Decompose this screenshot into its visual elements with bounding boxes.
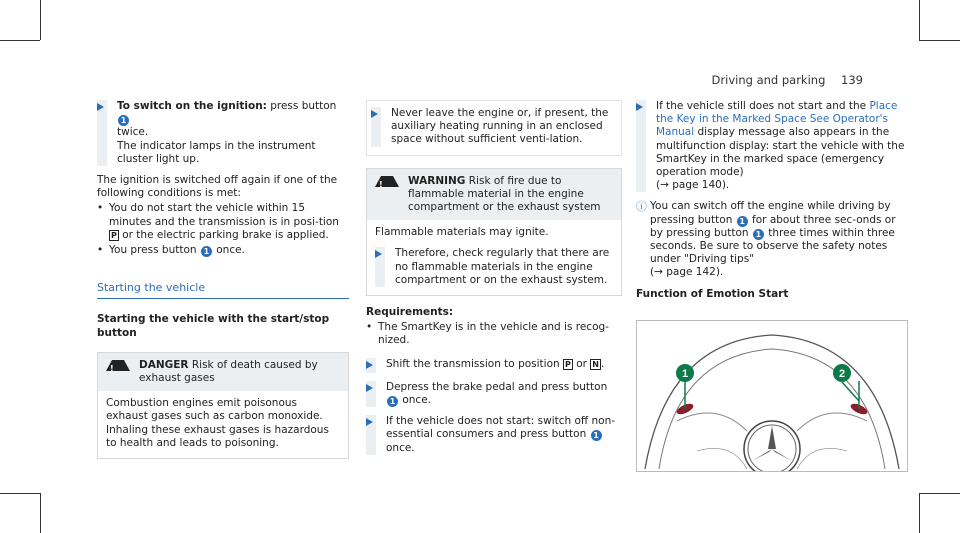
arrow-right-icon (366, 384, 373, 392)
danger-box-continued (366, 100, 622, 156)
step-text: Therefore, check regularly that there are no flammable materials in the engine compartment or on the exhaust system. (395, 247, 610, 286)
danger-label: DANGER (139, 358, 189, 371)
info-icon: ⓘ (636, 200, 647, 214)
list-text: once. (212, 244, 245, 257)
arrow-right-icon (371, 110, 378, 118)
callout-1-label: 1 (681, 368, 689, 380)
step-if-not-start (366, 415, 622, 455)
crop-mark (919, 493, 920, 533)
requirements-title: Requirements: (366, 306, 454, 319)
info-text: You can switch off the engine while driving by pressing button (650, 200, 891, 226)
list-text: The SmartKey is in the vehicle and is recog-nized. (378, 321, 609, 347)
crop-mark (40, 0, 41, 40)
step-shift (366, 358, 622, 373)
warning-box (366, 168, 622, 296)
list-item (97, 244, 349, 257)
crop-mark (919, 40, 960, 41)
list-text: or the electric parking brake is applied. (118, 228, 329, 241)
crop-mark (40, 493, 41, 533)
info-note (636, 200, 906, 279)
section-title: Starting the vehicle (97, 281, 349, 299)
step-lead: To switch on the ignition: (117, 100, 267, 112)
warning-triangle-icon: ! (375, 176, 399, 187)
gear-n-key: N (592, 359, 599, 369)
arrow-right-icon (97, 103, 104, 111)
arrow-right-icon (366, 361, 373, 369)
step-never-leave (371, 107, 613, 147)
list-text: You press button (109, 244, 200, 257)
step-text: once. (386, 441, 415, 454)
subsection-title: Starting the vehicle with the start/stop button (97, 313, 330, 339)
step-switch-on-ignition (97, 100, 349, 166)
page-number: 139 (841, 73, 863, 87)
bullet-icon: • (366, 321, 373, 334)
step-text: Never leave the engine or, if present, the auxiliary heating running in an enclosed space without sufficient venti-lation. (391, 107, 609, 146)
crop-mark (919, 493, 960, 494)
step-text: once. (399, 394, 431, 407)
list-text: You do not start the vehicle within 15 minutes and the transmission is in posi-tion (109, 202, 339, 228)
button-1-badge: 1 (753, 229, 764, 240)
column-3 (636, 100, 906, 301)
arrow-right-icon (375, 250, 382, 258)
step-text: twice. (117, 126, 149, 139)
danger-heading: Risk of death caused by exhaust gases (139, 358, 318, 385)
crop-mark (0, 493, 40, 494)
button-1-badge: 1 (201, 246, 212, 257)
bullet-icon: • (97, 202, 104, 215)
warning-body: Flammable materials may ignite. (375, 226, 549, 239)
info-text: three times within three seconds. Be sure to observe the safety notes under "Driving tips" (650, 226, 895, 266)
step-still-not-start (636, 100, 906, 192)
page-reference[interactable]: (→ page 142). (650, 266, 724, 279)
callout-2-label: 2 (838, 368, 846, 380)
step-text: . (601, 357, 605, 370)
arrow-right-icon (636, 103, 643, 111)
bullet-icon: • (97, 244, 104, 257)
danger-body: Combustion engines emit poisonous exhaust gases such as carbon monoxide. Inhaling these exhaust gases is hazardous to health and leads to poisoning. (106, 397, 329, 449)
step-text: press button (266, 100, 337, 112)
paragraph: The ignition is switched off again if one of the following conditions is met: (97, 174, 338, 200)
steering-wheel-illustration (637, 321, 907, 471)
gear-p-key: P (565, 359, 571, 369)
page-reference[interactable]: (→ page 140). (656, 179, 730, 192)
button-1-badge: 1 (591, 430, 602, 441)
page-header (712, 73, 863, 87)
info-text: for about three sec-onds or by pressing button (650, 213, 896, 239)
crop-mark (0, 40, 40, 41)
header-section: Driving and parking (711, 73, 826, 87)
step-text: If the vehicle does not start: switch off non-essential consumers and press button (386, 415, 616, 441)
step-text: or (572, 357, 591, 370)
list-item (97, 202, 349, 242)
step-text: If the vehicle still does not start and the (656, 100, 870, 112)
button-1-badge: 1 (737, 216, 748, 227)
step-text: The indicator lamps in the instrument cluster light up. (117, 139, 316, 165)
step-depress (366, 381, 622, 407)
arrow-right-icon (366, 418, 373, 426)
steering-wheel-figure (636, 320, 908, 472)
list-item (366, 321, 622, 347)
warning-label: WARNING (408, 174, 466, 187)
danger-box (97, 352, 349, 459)
button-1-badge: 1 (387, 396, 398, 407)
figure-title: Function of Emotion Start (636, 287, 789, 300)
step-text: Shift the transmission to position (386, 357, 563, 370)
crop-mark (919, 0, 920, 40)
warning-heading: Risk of fire due to flammable material in the engine compartment or the exhaust system (408, 174, 601, 214)
step-check (375, 247, 613, 287)
column-2 (366, 100, 622, 463)
step-text: display message also appears in the multifunction display: start the vehicle with the SmartKey in the marked space (emergency operation mode) (656, 126, 905, 179)
step-text: Depress the brake pedal and press button (386, 380, 608, 393)
button-1-badge: 1 (118, 115, 129, 126)
column-1 (97, 100, 349, 459)
display-message-link[interactable]: Place the Key in the Marked Space See Operator's Manual (656, 100, 898, 139)
gear-p-key: P (111, 230, 117, 240)
step-bar (97, 100, 107, 166)
warning-triangle-icon: ! (106, 360, 130, 371)
